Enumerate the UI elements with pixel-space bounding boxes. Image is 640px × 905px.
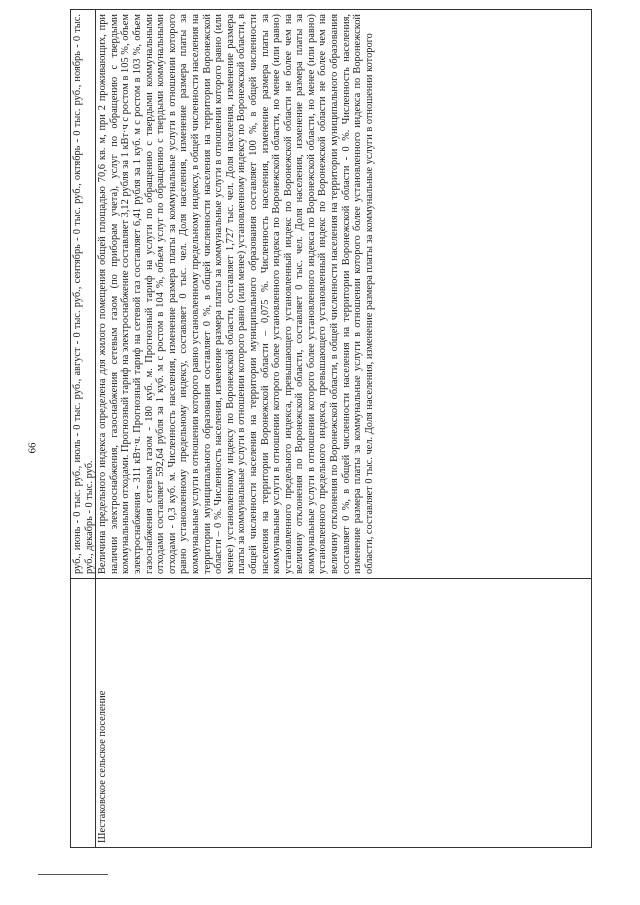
settlement-text-cell: Величина предельного индекса определена для жилого помещения общей площадью 70,6 кв. м, при 2 проживающих, при наличии электроснабжения, газоснабжения сетевым газом (по приборам учета), услуг по обращению с твердыми коммунальными отходами. Прогнозный тариф на электроснабжение составляет 3,12 рубля за 1 кВт·ч с ростом в 105 %, объем электроснабжения - 311 кВт·ч. Прогнозный тариф на сетевой газ составляет 6,41 рубля за 1 куб. м с ростом в 103 %, объем газоснабжения сетевым газом - 180 куб. м. Прогнозный тариф на услуги по обращению с твердыми коммунальными отходами составляет 592,64 рубля за 1 куб. м с ростом в 104 %, объем услуг по обращению с твердыми коммунальными отходами - 0,3 куб. м. Численность населения, изменение размера платы за коммунальные услуги в отношении которого равно установленному предельному индексу, составляет 0 тыс. чел. Доля населения, изменение размера платы за коммунальные услуги в отношении которого равно установленному предельному индексу, в общей численности населения на территории муниципального образования составляет 0 %, в общей численности населения на территории Воронежской области – 0 %. Численность населения, изменение размера платы за коммунальные услуги в отношении которого равно (или менее) установленному индексу по Воронежской области, составляет 1,727 тыс. чел. Доля населения, изменение размера платы за коммунальные услуги в отношении которого равно (или менее) установленному индексу по Воронежской области, в общей численности населения на территории муниципального образования составляет 100 %, в общей численности населения на территории Воронежской области – 0,075 %. Численность населения, изменение размера платы за коммунальные услуги в отношении которого более установленного индекса по Воронежской области, но менее (или равно) установленного предельного индекса, превышающего установленный индекс по Воронежской области не более чем на величину отклонения по Воронежской области, составляет 0 тыс. чел. Доля населения, изменение размера платы за коммунальные услуги в отношении которого более установленного индекса по Воронежской области, но менее (или равно) установленного предельного индекса, превышающего установленный индекс по Воронежской области не более чем на величину отклонения по Воронежской области, в общей численности населения на территории муниципального образования составляет 0 %, в общей численности населения на территории Воронежской области - 0 %. Численность населения, изменение размера платы за коммунальные услуги в отношении которого более установленного индекса по Воронежской области, составляет 0 тыс. чел. Доля населения, изменение размера платы за коммунальные услуги в отношении которого	[96, 10, 592, 579]
tariff-table	[70, 9, 592, 848]
footnote-rule	[38, 874, 108, 875]
settlement-name-cell: Шестаковское сельское поселение	[96, 579, 592, 848]
page-number: 66	[26, 442, 39, 454]
table-row-settlement	[96, 10, 592, 848]
continuation-name-cell	[71, 579, 96, 848]
rotated-table-container	[70, 14, 592, 848]
continuation-text-cell: руб., июнь - 0 тыс. руб., июль - 0 тыс. руб., август - 0 тыс. руб., сентябрь - 0 тыс. руб., октябрь - 0 тыс. руб., ноябрь - 0 тыс. руб., декабрь - 0 тыс. руб.	[71, 10, 96, 579]
table-row-continuation	[71, 10, 96, 848]
